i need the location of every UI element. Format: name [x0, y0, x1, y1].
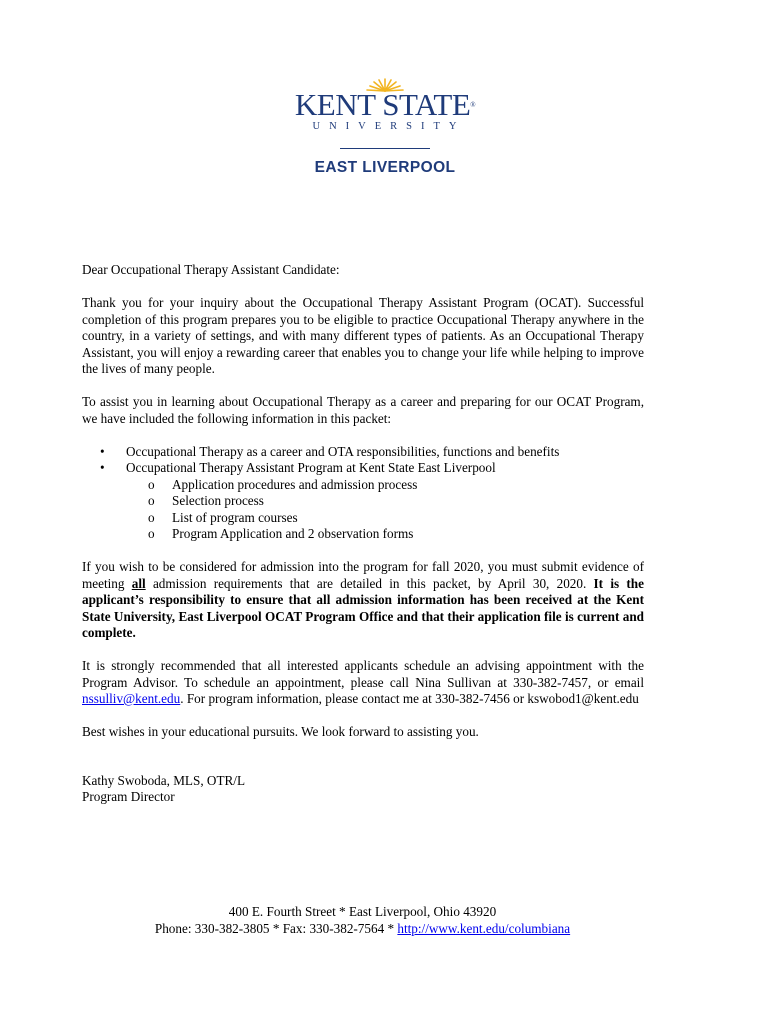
campus-website-link[interactable]: http://www.kent.edu/columbiana: [397, 921, 571, 936]
admission-paragraph: [82, 559, 644, 642]
circle-bullet-icon: o: [148, 509, 155, 525]
admission-text-2: admission requirements that are detailed in this packet, by April 30, 2020.: [145, 575, 594, 591]
sublist-item: [126, 510, 644, 527]
campus-name: EAST LIVERPOOL: [314, 159, 456, 176]
closing-paragraph: Best wishes in your educational pursuits. We look forward to assisting you.: [82, 724, 479, 739]
admission-bold-text: It is the applicant’s responsibility to ensure that all admission information has been received at the Kent State University, East Liverpool OCAT Program Office and that their application file is current and complete.: [82, 575, 644, 640]
logo-main-text: KENT STATE: [294, 87, 471, 122]
trademark-mark: ®: [470, 101, 476, 109]
logo-subtitle: UNIVERSITY: [312, 121, 466, 132]
footer-phone-fax: Phone: 330-382-3805 * Fax: 330-382-7564 *: [154, 921, 398, 936]
circle-bullet-icon: o: [148, 526, 155, 541]
logo-wordmark: [294, 87, 476, 122]
footer-address: 400 E. Fourth Street * East Liverpool, Ohio 43920: [228, 904, 497, 919]
university-logo: [0, 78, 770, 177]
salutation: Dear Occupational Therapy Assistant Candidate:: [82, 262, 340, 277]
advising-text-1: It is strongly recommended that all interested applicants schedule an advising appointment with the Program Advisor. To schedule an appointment, please call Nina Sullivan at 330-382-7457, or email: [82, 658, 644, 690]
sublist-item-text: List of program courses: [172, 509, 298, 525]
intro-paragraph: Thank you for your inquiry about the Occupational Therapy Assistant Program (OCAT). Successful completion of this program prepares you to be eligible to practice Occupational Therapy anywhere in the country, in a variety of settings, and with many different types of patients. As an Occupational Therapy Assistant, you will enjoy a rewarding career that enables you to change your life while helping to improve the lives of many people.: [82, 295, 644, 376]
list-item-text: Occupational Therapy Assistant Program at Kent State East Liverpool: [126, 460, 496, 475]
emphasis-all: all: [131, 575, 146, 591]
sublist-item: [126, 526, 644, 543]
sublist-item-text: Program Application and 2 observation forms: [172, 526, 414, 541]
bullet-icon: •: [100, 460, 105, 475]
list-item: [82, 460, 644, 543]
circle-bullet-icon: o: [148, 476, 155, 492]
sublist-item-text: Application procedures and admission process: [172, 476, 418, 492]
logo-divider: [340, 148, 430, 149]
advising-paragraph: [82, 658, 644, 708]
list-item-text: Occupational Therapy as a career and OTA responsibilities, functions and benefits: [126, 443, 560, 459]
footer-contact-line: [0, 920, 725, 937]
admission-text-1: If you wish to be considered for admission into the program for fall 2020, you must submit evidence of meeting: [82, 559, 644, 591]
signer-name: Kathy Swoboda, MLS, OTR/L: [82, 772, 246, 788]
signer-title: Program Director: [82, 789, 175, 804]
letter-body: [82, 262, 644, 806]
circle-bullet-icon: o: [148, 493, 155, 508]
packet-intro-paragraph: To assist you in learning about Occupational Therapy as a career and preparing for our OCAT Program, we have included the following information in this packet:: [82, 394, 644, 426]
list-item: [82, 444, 644, 461]
sublist-item: [126, 493, 644, 510]
sublist-item: [126, 477, 644, 494]
advisor-email-link[interactable]: nssulliv@kent.edu: [82, 691, 181, 706]
letterhead-footer: [0, 903, 725, 937]
bullet-icon: •: [100, 443, 105, 459]
advising-text-2: . For program information, please contact me at 330-382-7456 or kswobod1@kent.edu: [180, 691, 639, 706]
program-sublist: [126, 477, 644, 543]
sublist-item-text: Selection process: [172, 493, 264, 508]
packet-contents-list: [82, 444, 644, 543]
